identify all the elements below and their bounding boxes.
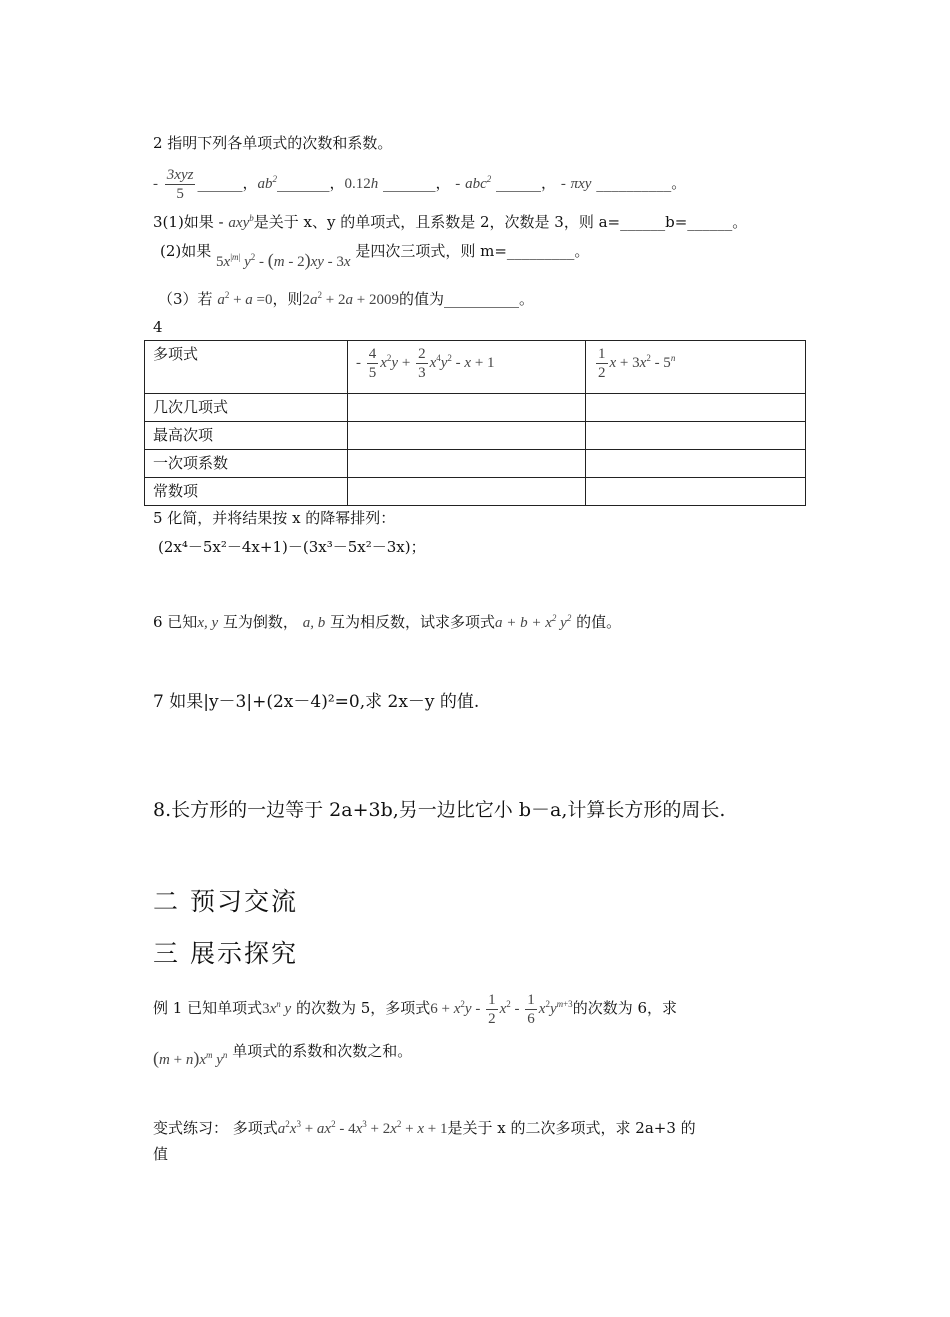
q5-expression: (2x⁴－5x²－4x+1)－(3x³－5x²－3x)； [158, 538, 426, 556]
q3-part1: 3(1)如果 - axy$^b$是关于 x、y 的单项式，且系数是 2，次数是 3，则 a=______b=______。 [153, 213, 748, 231]
table-cell[interactable] [586, 478, 806, 506]
q7-text: 7 如果|y－3|+(2x－4)²=0,求 2x－y 的值. [153, 692, 480, 712]
table-cell[interactable] [586, 450, 806, 478]
table-cell[interactable] [348, 394, 586, 422]
q2-prompt: 2 指明下列各单项式的次数和系数。 [153, 134, 393, 152]
table-cell: - $\frac{4}{5}$ $x^2y$ + $\frac{2}{3}$ $x^4y^2 - x + 1$ [348, 341, 586, 394]
q4-number: 4 [153, 318, 163, 336]
polynomial-table [144, 340, 806, 506]
table-cell[interactable] [348, 450, 586, 478]
q2-items: - $\frac{\text{3xyz}}{5}$ ______，$ab^2\_\_\_\_\_\_\_$，0.12h _______， - abc$^2$ ______， - πxy __________。 [153, 166, 687, 202]
variant-line1: 变式练习： 多项式$a^2x^3 + ax^2 - 4x^3 + 2x^2 + x + 1$是关于 x 的二次多项式，求 2a+3 的 [153, 1119, 696, 1137]
table-cell: 一次项系数 [145, 450, 348, 478]
q8-text: 8.长方形的一边等于 2a+3b,另一边比它小 b－a,计算长方形的周长. [153, 799, 726, 821]
fraction: $\frac{\text{3xyz}}{5}$ [166, 166, 194, 202]
table-cell: 几次几项式 [145, 394, 348, 422]
q5-prompt: 5 化简，并将结果按 x 的降幂排列： [153, 509, 396, 527]
section-heading: 三 展示探究 [153, 939, 298, 968]
table-cell[interactable] [348, 478, 586, 506]
table-cell[interactable] [586, 422, 806, 450]
table-cell: 常数项 [145, 478, 348, 506]
table-cell[interactable] [348, 422, 586, 450]
section-heading: 二 预习交流 [153, 887, 298, 916]
variant-line2: 值 [153, 1145, 169, 1163]
example1-line2: $(m + n)x^m$ $y^n$ 单项式的系数和次数之和。 [153, 1042, 413, 1068]
example1-line1: 例 1 已知单项式$3x^n$ y 的次数为 5，多项式$6 + x^2y$ - $\frac{1}{2}$ $x^2$ - $\frac{1}{6}$ $x^2y^{m+3}$的次数为 6，求 [153, 992, 677, 1028]
table-cell: $\frac{1}{2}$ $x + 3x^2 - 5^n$ [586, 341, 806, 394]
table-cell: 最高次项 [145, 422, 348, 450]
q3-part2: (2)如果 $5x^{|m|}$ $y^2 - (m - 2)xy - 3x$ 是四次三项式，则 m=_________。 [160, 242, 590, 270]
table-cell[interactable] [586, 394, 806, 422]
q6-text: 6 已知x, y 互为倒数， a, b 互为相反数，试求多项式$a + b + x^2$ $y^2$ 的值。 [153, 613, 622, 631]
table-cell: 多项式 [145, 341, 348, 394]
q3-part3: （3）若 $a^2 + a =0$，则$2a^2 + 2a + 2009$的值为__________。 [158, 290, 534, 308]
